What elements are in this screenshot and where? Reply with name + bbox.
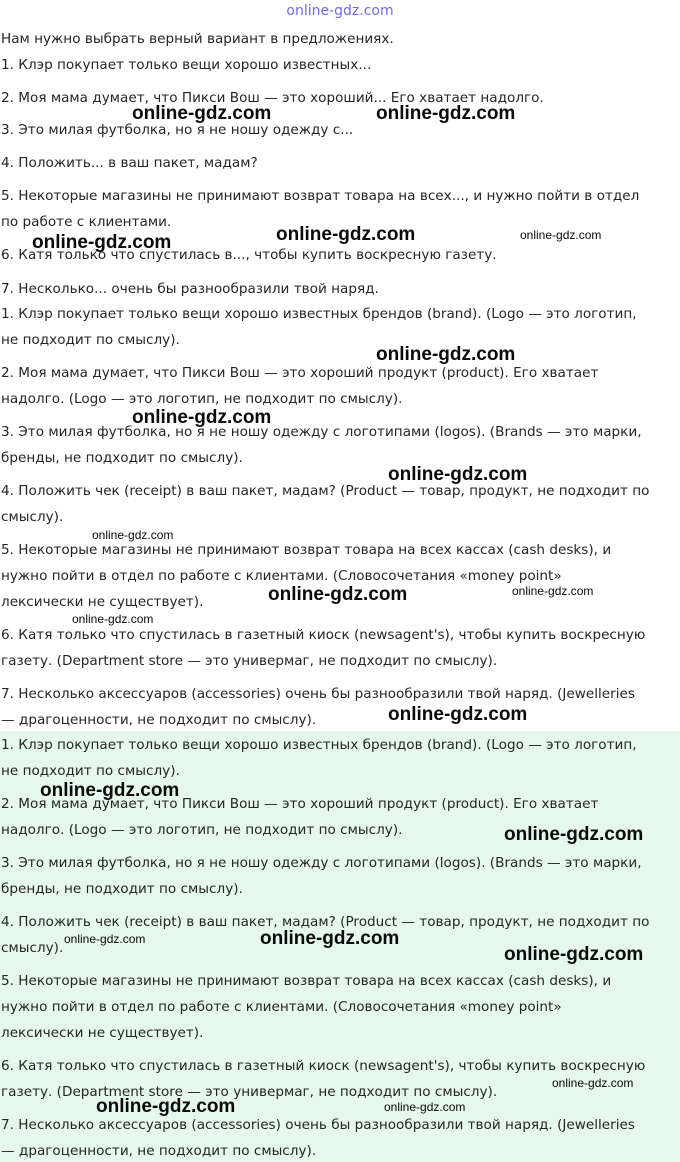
answer-line: смыслу). xyxy=(1,509,64,525)
site-header-link[interactable]: online-gdz.com xyxy=(286,3,394,19)
answer-line: газету. (Department store — это универмаг, не подходит по смыслу). xyxy=(1,1084,498,1100)
answer-line: бренды, не подходит по смыслу). xyxy=(1,881,243,897)
answer-line: 5. Некоторые магазины не принимают возврат товара на всех кассах (cash desks), и xyxy=(1,542,612,558)
question-line: 3. Это милая футболка, но я не ношу одежду с... xyxy=(1,122,354,138)
answer-line: 3. Это милая футболка, но я не ношу одежду с логотипами (logos). (Brands — это марки, xyxy=(1,855,642,871)
answer-line: не подходит по смыслу). xyxy=(1,763,180,779)
answer-line: надолго. (Logo — это логотип, не подходит по смыслу). xyxy=(1,822,403,838)
watermark: online-gdz.com xyxy=(276,224,416,245)
answer-line: лексически не существует). xyxy=(1,594,204,610)
answer-line: надолго. (Logo — это логотип, не подходит по смыслу). xyxy=(1,391,403,407)
answer-line: 4. Положить чек (receipt) в ваш пакет, мадам? (Product — товар, продукт, не подходит по xyxy=(1,914,650,930)
answer-line: 5. Некоторые магазины не принимают возврат товара на всех кассах (cash desks), и xyxy=(1,973,612,989)
question-line: 1. Клэр покупает только вещи хорошо известных... xyxy=(1,57,372,73)
watermark: online-gdz.com xyxy=(96,1096,236,1117)
watermark: online-gdz.com xyxy=(64,932,146,946)
watermark: online-gdz.com xyxy=(72,612,154,626)
answer-line: — драгоценности, не подходит по смыслу). xyxy=(1,712,317,728)
watermark: online-gdz.com xyxy=(388,704,528,725)
answer-line: нужно пойти в отдел по работе с клиентами. (Словосочетания «money point» xyxy=(1,568,562,584)
question-line: 7. Несколько... очень бы разнообразили твой наряд. xyxy=(1,281,379,297)
answer-line: 7. Несколько аксессуаров (accessories) очень бы разнообразили твой наряд. (Jewelleries xyxy=(1,686,635,702)
watermark: online-gdz.com xyxy=(268,584,408,605)
answer-line: 2. Моя мама думает, что Пикси Вош — это хороший продукт (product). Его хватает xyxy=(1,365,599,381)
question-line: по работе с клиентами. xyxy=(1,214,172,230)
answer-line: не подходит по смыслу). xyxy=(1,332,180,348)
watermark: online-gdz.com xyxy=(384,1100,466,1114)
watermark: online-gdz.com xyxy=(132,407,272,428)
watermark: online-gdz.com xyxy=(376,344,516,365)
watermark: online-gdz.com xyxy=(92,528,174,542)
watermark: online-gdz.com xyxy=(388,464,528,485)
answer-line: нужно пойти в отдел по работе с клиентами. (Словосочетания «money point» xyxy=(1,999,562,1015)
answer-line: 7. Несколько аксессуаров (accessories) очень бы разнообразили твой наряд. (Jewelleries xyxy=(1,1117,635,1133)
answer-line: — драгоценности, не подходит по смыслу). xyxy=(1,1143,317,1159)
watermark: online-gdz.com xyxy=(32,232,172,253)
watermark: online-gdz.com xyxy=(520,228,602,242)
question-line: 2. Моя мама думает, что Пикси Вош — это хороший... Его хватает надолго. xyxy=(1,90,544,106)
answer-line: 3. Это милая футболка, но я не ношу одежду с логотипами (logos). (Brands — это марки, xyxy=(1,424,642,440)
answer-line: 1. Клэр покупает только вещи хорошо известных брендов (brand). (Logo — это логотип, xyxy=(1,737,637,753)
answer-line: бренды, не подходит по смыслу). xyxy=(1,450,243,466)
answer-line: 1. Клэр покупает только вещи хорошо известных брендов (brand). (Logo — это логотип, xyxy=(1,306,637,322)
answer-line: смыслу). xyxy=(1,940,64,956)
watermark: online-gdz.com xyxy=(552,1076,634,1090)
watermark: online-gdz.com xyxy=(512,584,594,598)
answer-line: 2. Моя мама думает, что Пикси Вош — это хороший продукт (product). Его хватает xyxy=(1,796,599,812)
answer-line: газету. (Department store — это универмаг, не подходит по смыслу). xyxy=(1,653,498,669)
answer-line: 6. Катя только что спустилась в газетный киоск (newsagent's), чтобы купить воскресную xyxy=(1,1058,646,1074)
answer-line: 4. Положить чек (receipt) в ваш пакет, мадам? (Product — товар, продукт, не подходит по xyxy=(1,483,650,499)
watermark: online-gdz.com xyxy=(260,928,400,949)
intro-text: Нам нужно выбрать верный вариант в предложениях. xyxy=(1,31,394,47)
watermark: online-gdz.com xyxy=(132,103,272,124)
answer-line: лексически не существует). xyxy=(1,1025,204,1041)
question-line: 6. Катя только что спустилась в..., чтобы купить воскресную газету. xyxy=(1,247,497,263)
watermark: online-gdz.com xyxy=(376,103,516,124)
question-line: 5. Некоторые магазины не принимают возврат товара на всех..., и нужно пойти в отдел xyxy=(1,188,640,204)
watermark: online-gdz.com xyxy=(504,824,644,845)
watermark: online-gdz.com xyxy=(504,944,644,965)
watermark: online-gdz.com xyxy=(40,780,180,801)
question-line: 4. Положить... в ваш пакет, мадам? xyxy=(1,155,258,171)
answer-line: 6. Катя только что спустилась в газетный киоск (newsagent's), чтобы купить воскресную xyxy=(1,627,646,643)
